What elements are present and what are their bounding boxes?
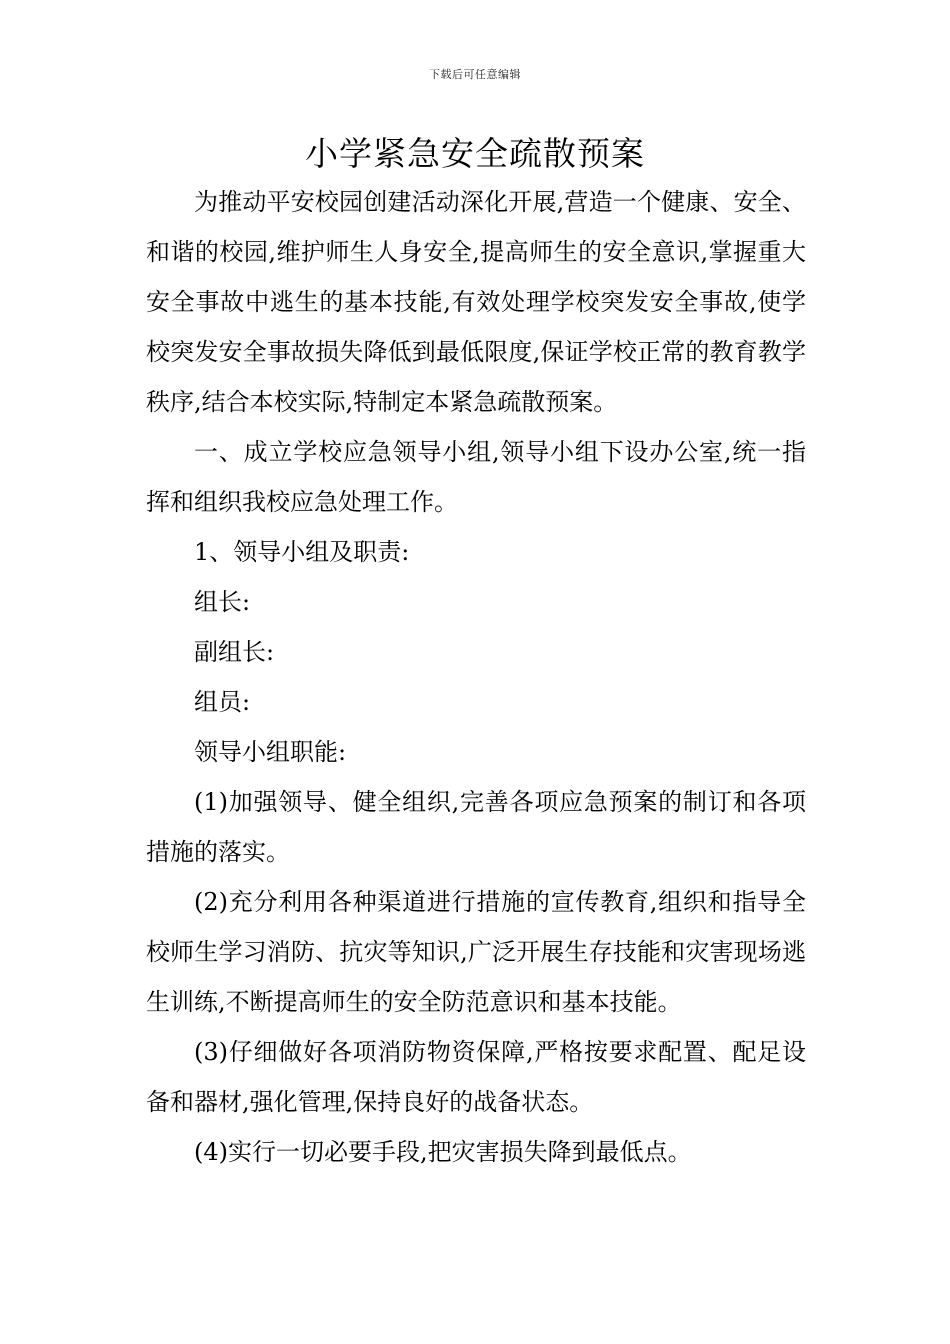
document-body: [146, 177, 806, 1177]
paragraph-leader: 组长:: [194, 588, 251, 616]
paragraph-functions-heading: 领导小组职能:: [194, 738, 347, 766]
paragraph-function-3: (3)仔细做好各项消防物资保障,严格按要求配置、配足设备和器材,强化管理,保持良好的战备状态。: [146, 1038, 806, 1116]
paragraph-intro: 为推动平安校园创建活动深化开展,营造一个健康、安全、和谐的校园,维护师生人身安全,提高师生的安全意识,掌握重大安全事故中逃生的基本技能,有效处理学校突发安全事故,使学校突发安全事故损失降低到最低限度,保证学校正常的教育教学秩序,结合本校实际,特制定本紧急疏散预案。: [146, 188, 806, 416]
paragraph-section-one: 一、成立学校应急领导小组,领导小组下设办公室,统一指挥和组织我校应急处理工作。: [146, 438, 806, 516]
paragraph-deputy-leader: 副组长:: [194, 638, 275, 666]
paragraph-leadership-heading: 1、领导小组及职责:: [194, 538, 410, 566]
paragraph-function-1: (1)加强领导、健全组织,完善各项应急预案的制订和各项措施的落实。: [146, 788, 806, 866]
paragraph-function-2: (2)充分利用各种渠道进行措施的宣传教育,组织和指导全校师生学习消防、抗灾等知识,广泛开展生存技能和灾害现场逃生训练,不断提高师生的安全防范意识和基本技能。: [146, 888, 806, 1016]
paragraph-members: 组员:: [194, 688, 251, 716]
document-title: 小学紧急安全疏散预案: [305, 134, 645, 173]
header-note: 下载后可任意编辑: [429, 68, 521, 81]
paragraph-function-4: (4)实行一切必要手段,把灾害损失降到最低点。: [194, 1138, 692, 1166]
